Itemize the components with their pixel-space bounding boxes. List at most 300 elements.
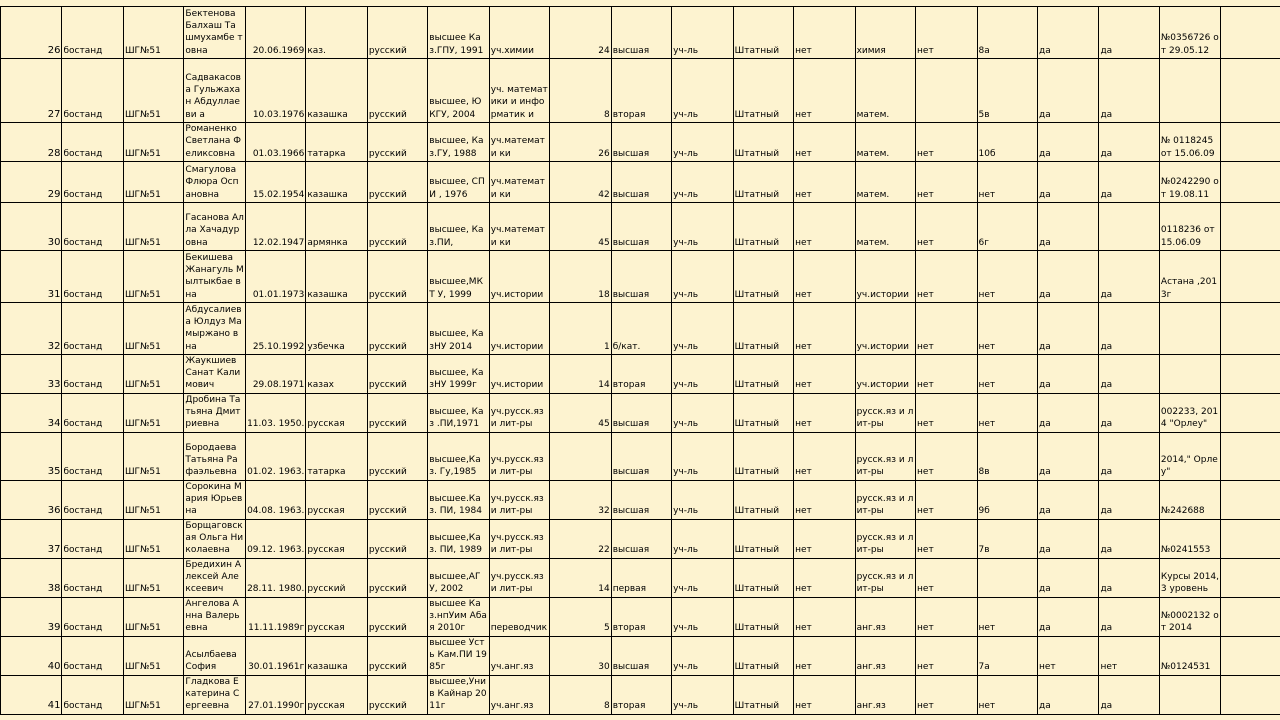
flag-cell-3[interactable]: да [1037, 302, 1098, 354]
staff-type-cell[interactable]: Штатный [733, 123, 793, 162]
birth-date-cell[interactable]: 20.06.1969 [245, 7, 305, 59]
school-cell[interactable]: ШГ№51 [123, 480, 183, 519]
district-cell[interactable]: бостанд [62, 558, 123, 597]
education-cell[interactable]: высшее Усть Кам.ПИ 1985г [428, 636, 489, 675]
birth-date-cell[interactable]: 25.10.1992 [245, 302, 305, 354]
row-number-cell[interactable]: 39 [1, 597, 62, 636]
flag-cell-1[interactable]: нет [794, 7, 855, 59]
district-cell[interactable]: бостанд [62, 161, 123, 202]
position-cell[interactable]: уч-ль [672, 354, 733, 393]
flag-cell-1[interactable]: нет [794, 250, 855, 302]
flag-cell-2[interactable]: нет [916, 597, 977, 636]
class-cell[interactable]: нет [977, 393, 1037, 432]
class-cell[interactable]: нет [977, 354, 1037, 393]
specialty-cell[interactable]: уч.математи ки [489, 123, 549, 162]
education-cell[interactable]: высшее Каз.ГПУ, 1991 [428, 7, 489, 59]
row-number-cell[interactable]: 40 [1, 636, 62, 675]
teacher-name-cell[interactable]: Бекишева Жанагуль Мылтыкбае вна [184, 250, 245, 302]
nationality-cell[interactable]: русская [306, 519, 367, 558]
position-cell[interactable]: уч-ль [672, 636, 733, 675]
district-cell[interactable]: бостанд [62, 302, 123, 354]
certificate-cell[interactable]: 2014," Орлеу" [1159, 432, 1220, 480]
language-cell[interactable]: русский [367, 636, 427, 675]
flag-cell-1[interactable]: нет [794, 597, 855, 636]
school-cell[interactable]: ШГ№51 [123, 202, 183, 250]
language-cell[interactable]: русский [367, 354, 427, 393]
flag-cell-4[interactable]: да [1099, 432, 1159, 480]
school-cell[interactable]: ШГ№51 [123, 354, 183, 393]
empty-cell[interactable] [1221, 393, 1280, 432]
empty-cell[interactable] [1221, 636, 1280, 675]
language-cell[interactable]: русский [367, 250, 427, 302]
position-cell[interactable]: уч-ль [672, 161, 733, 202]
specialty-cell[interactable]: уч.математи ки [489, 161, 549, 202]
staff-type-cell[interactable]: Штатный [733, 558, 793, 597]
language-cell[interactable]: русский [367, 558, 427, 597]
row-number-cell[interactable]: 28 [1, 123, 62, 162]
category-cell[interactable]: высшая [611, 519, 671, 558]
position-cell[interactable]: уч-ль [672, 59, 733, 123]
empty-cell[interactable] [1221, 432, 1280, 480]
category-cell[interactable]: высшая [611, 480, 671, 519]
nationality-cell[interactable]: татарка [306, 123, 367, 162]
flag-cell-1[interactable]: нет [794, 558, 855, 597]
subject-cell[interactable]: уч.истории [855, 354, 915, 393]
language-cell[interactable]: русский [367, 675, 427, 714]
education-cell[interactable]: высшее,МКТ У, 1999 [428, 250, 489, 302]
flag-cell-2[interactable]: нет [916, 302, 977, 354]
flag-cell-3[interactable]: да [1037, 558, 1098, 597]
school-cell[interactable]: ШГ№51 [123, 123, 183, 162]
language-cell[interactable]: русский [367, 202, 427, 250]
flag-cell-3[interactable]: да [1037, 202, 1098, 250]
empty-cell[interactable] [1221, 354, 1280, 393]
category-cell[interactable]: вторая [611, 354, 671, 393]
school-cell[interactable]: ШГ№51 [123, 393, 183, 432]
birth-date-cell[interactable]: 28.11. 1980. [245, 558, 305, 597]
teacher-name-cell[interactable]: Романенко Светлана Феликсовна [184, 123, 245, 162]
language-cell[interactable]: русский [367, 123, 427, 162]
district-cell[interactable]: бостанд [62, 250, 123, 302]
category-cell[interactable]: б/кат. [611, 302, 671, 354]
birth-date-cell[interactable]: 01.03.1966 [245, 123, 305, 162]
education-cell[interactable]: высшее,Уни в Кайнар 2011г [428, 675, 489, 714]
flag-cell-3[interactable]: да [1037, 519, 1098, 558]
empty-cell[interactable] [1221, 123, 1280, 162]
subject-cell[interactable]: русск.яз и лит-ры [855, 480, 915, 519]
class-cell[interactable]: 6г [977, 202, 1037, 250]
flag-cell-2[interactable]: нет [916, 354, 977, 393]
district-cell[interactable]: бостанд [62, 59, 123, 123]
staff-type-cell[interactable]: Штатный [733, 354, 793, 393]
certificate-cell[interactable]: Астана ,2013г [1159, 250, 1220, 302]
certificate-cell[interactable] [1159, 302, 1220, 354]
school-cell[interactable]: ШГ№51 [123, 7, 183, 59]
flag-cell-4[interactable]: да [1099, 7, 1159, 59]
certificate-cell[interactable]: №0124531 [1159, 636, 1220, 675]
flag-cell-3[interactable]: да [1037, 123, 1098, 162]
nationality-cell[interactable]: узбечка [306, 302, 367, 354]
language-cell[interactable]: русский [367, 161, 427, 202]
district-cell[interactable]: бостанд [62, 123, 123, 162]
row-number-cell[interactable]: 27 [1, 59, 62, 123]
empty-cell[interactable] [1221, 7, 1280, 59]
birth-date-cell[interactable]: 04.08. 1963. [245, 480, 305, 519]
row-number-cell[interactable]: 33 [1, 354, 62, 393]
empty-cell[interactable] [1221, 302, 1280, 354]
nationality-cell[interactable]: казашка [306, 250, 367, 302]
staff-type-cell[interactable]: Штатный [733, 675, 793, 714]
district-cell[interactable]: бостанд [62, 519, 123, 558]
birth-date-cell[interactable]: 30.01.1961г [245, 636, 305, 675]
empty-cell[interactable] [1221, 202, 1280, 250]
education-cell[interactable]: высшее,Каз. ПИ, 1989 [428, 519, 489, 558]
position-cell[interactable]: уч-ль [672, 393, 733, 432]
experience-cell[interactable]: 8 [550, 675, 611, 714]
birth-date-cell[interactable]: 29.08.1971 [245, 354, 305, 393]
staff-type-cell[interactable]: Штатный [733, 7, 793, 59]
subject-cell[interactable]: русск.яз и лит-ры [855, 393, 915, 432]
education-cell[interactable]: высшее,АГУ, 2002 [428, 558, 489, 597]
row-number-cell[interactable]: 36 [1, 480, 62, 519]
empty-cell[interactable] [1221, 558, 1280, 597]
specialty-cell[interactable]: уч.химии [489, 7, 549, 59]
teacher-name-cell[interactable]: Асылбаева София [184, 636, 245, 675]
category-cell[interactable]: высшая [611, 123, 671, 162]
subject-cell[interactable]: матем. [855, 202, 915, 250]
district-cell[interactable]: бостанд [62, 675, 123, 714]
flag-cell-4[interactable]: да [1099, 480, 1159, 519]
specialty-cell[interactable]: уч.русск.яз и лит-ры [489, 432, 549, 480]
flag-cell-2[interactable]: нет [916, 519, 977, 558]
certificate-cell[interactable] [1159, 354, 1220, 393]
specialty-cell[interactable]: уч.математи ки [489, 202, 549, 250]
specialty-cell[interactable]: уч. математики и информатик и [489, 59, 549, 123]
nationality-cell[interactable]: казашка [306, 636, 367, 675]
position-cell[interactable]: уч-ль [672, 558, 733, 597]
teacher-name-cell[interactable]: Дробина Татьяна Дмитриевна [184, 393, 245, 432]
school-cell[interactable]: ШГ№51 [123, 59, 183, 123]
subject-cell[interactable]: химия [855, 7, 915, 59]
certificate-cell[interactable]: Курсы 2014, 3 уровень [1159, 558, 1220, 597]
flag-cell-4[interactable]: да [1099, 393, 1159, 432]
flag-cell-3[interactable]: да [1037, 7, 1098, 59]
education-cell[interactable]: высшее Каз.нпУим Абая 2010г [428, 597, 489, 636]
teacher-name-cell[interactable]: Гасанова Алла Хачадуровна [184, 202, 245, 250]
flag-cell-1[interactable]: нет [794, 161, 855, 202]
row-number-cell[interactable]: 38 [1, 558, 62, 597]
flag-cell-4[interactable]: да [1099, 123, 1159, 162]
specialty-cell[interactable]: уч.русск.яз и лит-ры [489, 480, 549, 519]
specialty-cell[interactable]: уч.истории [489, 302, 549, 354]
flag-cell-2[interactable]: нет [916, 202, 977, 250]
nationality-cell[interactable]: казашка [306, 161, 367, 202]
category-cell[interactable]: высшая [611, 7, 671, 59]
teacher-name-cell[interactable]: Абдусалиев а Юлдуз Мамыржано вна [184, 302, 245, 354]
nationality-cell[interactable]: казашка [306, 59, 367, 123]
school-cell[interactable]: ШГ№51 [123, 519, 183, 558]
subject-cell[interactable]: русск.яз и лит-ры [855, 519, 915, 558]
row-number-cell[interactable]: 41 [1, 675, 62, 714]
staff-type-cell[interactable]: Штатный [733, 250, 793, 302]
nationality-cell[interactable]: русская [306, 393, 367, 432]
subject-cell[interactable]: анг.яз [855, 597, 915, 636]
category-cell[interactable]: первая [611, 558, 671, 597]
category-cell[interactable]: высшая [611, 161, 671, 202]
district-cell[interactable]: бостанд [62, 7, 123, 59]
specialty-cell[interactable]: уч.русск.яз и лит-ры [489, 558, 549, 597]
position-cell[interactable]: уч-ль [672, 597, 733, 636]
education-cell[interactable]: высшее.Каз. ПИ, 1984 [428, 480, 489, 519]
birth-date-cell[interactable]: 11.11.1989г [245, 597, 305, 636]
flag-cell-3[interactable]: да [1037, 393, 1098, 432]
class-cell[interactable]: 7в [977, 519, 1037, 558]
teacher-name-cell[interactable]: Смагулова Флюра Оспановна [184, 161, 245, 202]
education-cell[interactable]: высшее, КазНУ 2014 [428, 302, 489, 354]
specialty-cell[interactable]: уч.истории [489, 250, 549, 302]
class-cell[interactable]: 7а [977, 636, 1037, 675]
empty-cell[interactable] [1221, 480, 1280, 519]
row-number-cell[interactable]: 31 [1, 250, 62, 302]
staff-type-cell[interactable]: Штатный [733, 480, 793, 519]
school-cell[interactable]: ШГ№51 [123, 302, 183, 354]
flag-cell-4[interactable]: да [1099, 597, 1159, 636]
subject-cell[interactable]: уч.истории [855, 302, 915, 354]
category-cell[interactable]: высшая [611, 250, 671, 302]
flag-cell-4[interactable]: да [1099, 161, 1159, 202]
certificate-cell[interactable]: 002233, 2014 "Орлеу" [1159, 393, 1220, 432]
school-cell[interactable]: ШГ№51 [123, 432, 183, 480]
flag-cell-3[interactable]: да [1037, 250, 1098, 302]
flag-cell-1[interactable]: нет [794, 302, 855, 354]
subject-cell[interactable]: уч.истории [855, 250, 915, 302]
flag-cell-3[interactable]: нет [1037, 636, 1098, 675]
specialty-cell[interactable]: уч.русск.яз и лит-ры [489, 393, 549, 432]
birth-date-cell[interactable]: 01.02. 1963. [245, 432, 305, 480]
category-cell[interactable]: вторая [611, 675, 671, 714]
district-cell[interactable]: бостанд [62, 480, 123, 519]
flag-cell-1[interactable]: нет [794, 636, 855, 675]
teacher-name-cell[interactable]: Бектенова Балхаш Ташмухамбе товна [184, 7, 245, 59]
category-cell[interactable]: высшая [611, 202, 671, 250]
flag-cell-2[interactable]: нет [916, 675, 977, 714]
flag-cell-2[interactable]: нет [916, 480, 977, 519]
language-cell[interactable]: русский [367, 432, 427, 480]
nationality-cell[interactable]: казах [306, 354, 367, 393]
class-cell[interactable]: нет [977, 250, 1037, 302]
empty-cell[interactable] [1221, 59, 1280, 123]
experience-cell[interactable]: 32 [550, 480, 611, 519]
position-cell[interactable]: уч-ль [672, 432, 733, 480]
district-cell[interactable]: бостанд [62, 354, 123, 393]
experience-cell[interactable]: 30 [550, 636, 611, 675]
staff-type-cell[interactable]: Штатный [733, 519, 793, 558]
experience-cell[interactable]: 42 [550, 161, 611, 202]
specialty-cell[interactable]: уч.анг.яз [489, 636, 549, 675]
class-cell[interactable]: 10б [977, 123, 1037, 162]
flag-cell-2[interactable]: нет [916, 7, 977, 59]
position-cell[interactable]: уч-ль [672, 7, 733, 59]
certificate-cell[interactable]: №242688 [1159, 480, 1220, 519]
class-cell[interactable]: 8а [977, 7, 1037, 59]
category-cell[interactable]: высшая [611, 636, 671, 675]
education-cell[interactable]: высшее, Каз.ГУ, 1988 [428, 123, 489, 162]
flag-cell-3[interactable]: да [1037, 354, 1098, 393]
teacher-name-cell[interactable]: Жаукшиев Санат Калимович [184, 354, 245, 393]
category-cell[interactable]: высшая [611, 393, 671, 432]
specialty-cell[interactable]: переводчик [489, 597, 549, 636]
staff-type-cell[interactable]: Штатный [733, 59, 793, 123]
flag-cell-4[interactable]: да [1099, 675, 1159, 714]
nationality-cell[interactable]: русская [306, 597, 367, 636]
language-cell[interactable]: русский [367, 480, 427, 519]
row-number-cell[interactable]: 26 [1, 7, 62, 59]
nationality-cell[interactable]: русская [306, 675, 367, 714]
teacher-name-cell[interactable]: Сорокина Мария Юрьевна [184, 480, 245, 519]
certificate-cell[interactable]: №0356726 от 29.05.12 [1159, 7, 1220, 59]
flag-cell-1[interactable]: нет [794, 393, 855, 432]
language-cell[interactable]: русский [367, 302, 427, 354]
staff-type-cell[interactable]: Штатный [733, 202, 793, 250]
staff-type-cell[interactable]: Штатный [733, 393, 793, 432]
district-cell[interactable]: бостанд [62, 432, 123, 480]
language-cell[interactable]: русский [367, 597, 427, 636]
flag-cell-2[interactable]: нет [916, 250, 977, 302]
flag-cell-1[interactable]: нет [794, 675, 855, 714]
experience-cell[interactable]: 26 [550, 123, 611, 162]
staff-type-cell[interactable]: Штатный [733, 636, 793, 675]
subject-cell[interactable]: анг.яз [855, 675, 915, 714]
teacher-name-cell[interactable]: Бредихин Алексей Алексеевич [184, 558, 245, 597]
education-cell[interactable]: высшее, СПИ , 1976 [428, 161, 489, 202]
flag-cell-4[interactable]: нет [1099, 636, 1159, 675]
flag-cell-3[interactable]: да [1037, 161, 1098, 202]
flag-cell-2[interactable]: нет [916, 558, 977, 597]
flag-cell-1[interactable]: нет [794, 354, 855, 393]
district-cell[interactable]: бостанд [62, 597, 123, 636]
birth-date-cell[interactable]: 15.02.1954 [245, 161, 305, 202]
education-cell[interactable]: высшее, Каз .ПИ,1971 [428, 393, 489, 432]
flag-cell-3[interactable]: да [1037, 432, 1098, 480]
position-cell[interactable]: уч-ль [672, 202, 733, 250]
position-cell[interactable]: уч-ль [672, 250, 733, 302]
flag-cell-1[interactable]: нет [794, 480, 855, 519]
flag-cell-1[interactable]: нет [794, 59, 855, 123]
flag-cell-2[interactable]: нет [916, 636, 977, 675]
experience-cell[interactable]: 18 [550, 250, 611, 302]
subject-cell[interactable]: русск.яз и лит-ры [855, 558, 915, 597]
specialty-cell[interactable]: уч.русск.яз и лит-ры [489, 519, 549, 558]
flag-cell-2[interactable]: нет [916, 432, 977, 480]
district-cell[interactable]: бостанд [62, 636, 123, 675]
class-cell[interactable]: 9б [977, 480, 1037, 519]
flag-cell-4[interactable]: да [1099, 250, 1159, 302]
school-cell[interactable]: ШГ№51 [123, 250, 183, 302]
subject-cell[interactable]: анг.яз [855, 636, 915, 675]
certificate-cell[interactable]: №0242290 от 19.08.11 [1159, 161, 1220, 202]
experience-cell[interactable]: 24 [550, 7, 611, 59]
birth-date-cell[interactable]: 11.03. 1950. [245, 393, 305, 432]
flag-cell-3[interactable]: да [1037, 675, 1098, 714]
position-cell[interactable]: уч-ль [672, 519, 733, 558]
category-cell[interactable]: вторая [611, 597, 671, 636]
teacher-name-cell[interactable]: Гладкова Екатерина Сергеевна [184, 675, 245, 714]
nationality-cell[interactable]: русский [306, 558, 367, 597]
staff-type-cell[interactable]: Штатный [733, 161, 793, 202]
class-cell[interactable]: нет [977, 675, 1037, 714]
experience-cell[interactable]: 45 [550, 393, 611, 432]
experience-cell[interactable]: 14 [550, 558, 611, 597]
position-cell[interactable]: уч-ль [672, 302, 733, 354]
flag-cell-1[interactable]: нет [794, 202, 855, 250]
flag-cell-1[interactable]: нет [794, 432, 855, 480]
certificate-cell[interactable]: №0002132 от 2014 [1159, 597, 1220, 636]
certificate-cell[interactable] [1159, 59, 1220, 123]
school-cell[interactable]: ШГ№51 [123, 597, 183, 636]
school-cell[interactable]: ШГ№51 [123, 675, 183, 714]
flag-cell-4[interactable]: да [1099, 59, 1159, 123]
district-cell[interactable]: бостанд [62, 393, 123, 432]
education-cell[interactable]: высшее, Каз.ПИ, [428, 202, 489, 250]
teacher-name-cell[interactable]: Бородаева Татьяна Рафаэльевна [184, 432, 245, 480]
subject-cell[interactable]: русск.яз и лит-ры [855, 432, 915, 480]
teacher-name-cell[interactable]: Ангелова Анна Валерьевна [184, 597, 245, 636]
district-cell[interactable]: бостанд [62, 202, 123, 250]
certificate-cell[interactable]: 0118236 от 15.06.09 [1159, 202, 1220, 250]
experience-cell[interactable]: 14 [550, 354, 611, 393]
teacher-name-cell[interactable]: Садвакасова Гульжахан Абдуллаеви а [184, 59, 245, 123]
staff-type-cell[interactable]: Штатный [733, 302, 793, 354]
nationality-cell[interactable]: каз. [306, 7, 367, 59]
nationality-cell[interactable]: татарка [306, 432, 367, 480]
empty-cell[interactable] [1221, 597, 1280, 636]
empty-cell[interactable] [1221, 161, 1280, 202]
subject-cell[interactable]: матем. [855, 123, 915, 162]
position-cell[interactable]: уч-ль [672, 123, 733, 162]
certificate-cell[interactable]: № 0118245 от 15.06.09 [1159, 123, 1220, 162]
row-number-cell[interactable]: 35 [1, 432, 62, 480]
category-cell[interactable]: высшая [611, 432, 671, 480]
class-cell[interactable]: нет [977, 161, 1037, 202]
school-cell[interactable]: ШГ№51 [123, 161, 183, 202]
staff-type-cell[interactable]: Штатный [733, 432, 793, 480]
position-cell[interactable]: уч-ль [672, 480, 733, 519]
staff-type-cell[interactable]: Штатный [733, 597, 793, 636]
class-cell[interactable]: 5в [977, 59, 1037, 123]
flag-cell-3[interactable]: да [1037, 597, 1098, 636]
flag-cell-1[interactable]: нет [794, 123, 855, 162]
flag-cell-4[interactable]: да [1099, 519, 1159, 558]
language-cell[interactable]: русский [367, 7, 427, 59]
school-cell[interactable]: ШГ№51 [123, 636, 183, 675]
specialty-cell[interactable]: уч.истории [489, 354, 549, 393]
nationality-cell[interactable]: армянка [306, 202, 367, 250]
education-cell[interactable]: высшее, КазНУ 1999г [428, 354, 489, 393]
flag-cell-4[interactable]: да [1099, 302, 1159, 354]
flag-cell-3[interactable]: да [1037, 480, 1098, 519]
row-number-cell[interactable]: 30 [1, 202, 62, 250]
specialty-cell[interactable]: уч.анг.яз [489, 675, 549, 714]
class-cell[interactable]: нет [977, 597, 1037, 636]
empty-cell[interactable] [1221, 519, 1280, 558]
experience-cell[interactable]: 5 [550, 597, 611, 636]
experience-cell[interactable]: 22 [550, 519, 611, 558]
birth-date-cell[interactable]: 01.01.1973 [245, 250, 305, 302]
row-number-cell[interactable]: 29 [1, 161, 62, 202]
certificate-cell[interactable]: №0241553 [1159, 519, 1220, 558]
birth-date-cell[interactable]: 12.02.1947 [245, 202, 305, 250]
language-cell[interactable]: русский [367, 393, 427, 432]
